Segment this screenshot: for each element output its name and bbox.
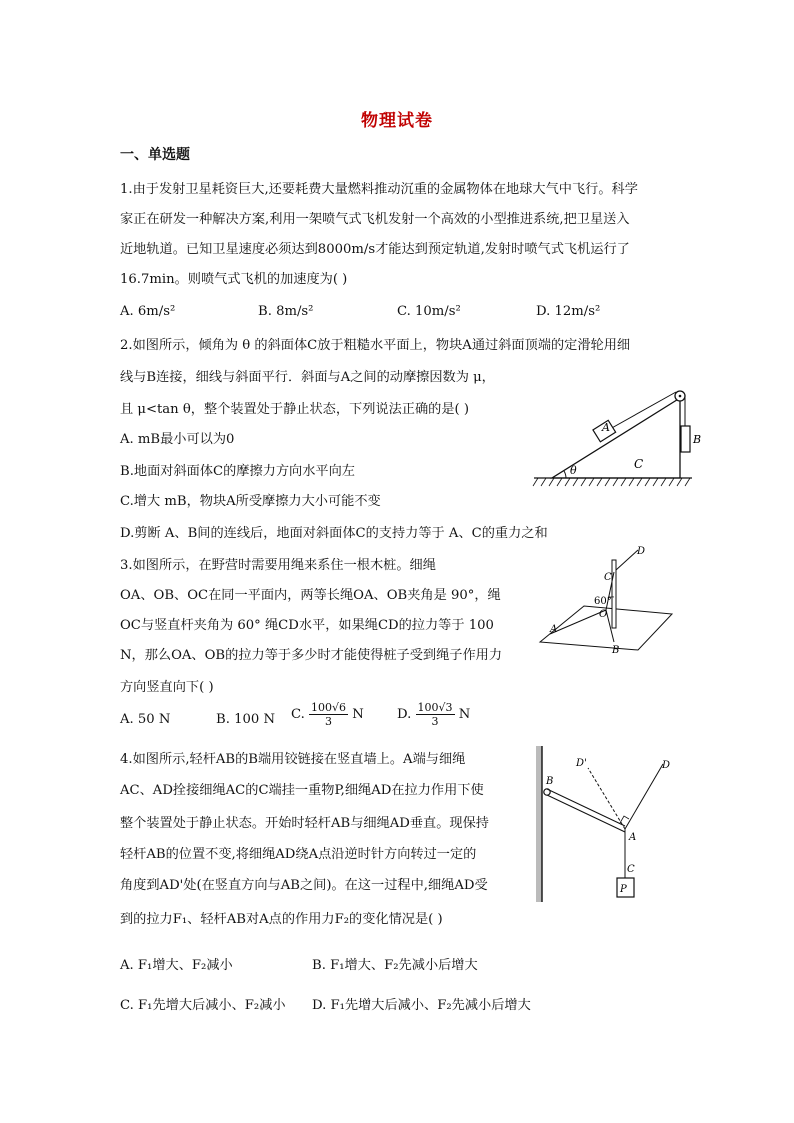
q4-label-c: C [627,864,635,875]
q4-option-c[interactable]: C. F₁先增大后减小、F₂减小 [120,998,286,1013]
q1-line: 近地轨道。已知卫星速度必须达到8000m/s才能达到预定轨道,发射时喷气式飞机运行了 [120,242,630,257]
q3-option-c-fraction [309,701,348,728]
q3-stake-figure [536,542,676,662]
q1-line: 1.由于发射卫星耗资巨大,还要耗费大量燃料推动沉重的金属物体在地球大气中飞行。科学 [120,182,638,197]
q4-line: 4.如图所示,轻杆AB的B端用铰链接在竖直墙上。A端与细绳 [120,752,466,767]
q1-option-d[interactable]: D. 12m/s² [536,304,601,319]
q2-incline-figure [530,386,702,492]
q2-label-c: C [634,457,644,471]
q4-label-b: B [546,776,554,787]
q3-line: OC与竖直杆夹角为 60° 绳CD水平，如果绳CD的拉力等于 100 [120,618,494,633]
q3-option-d-prefix: D. [397,707,412,722]
q4-label-d-prime: D' [576,758,587,769]
q3-option-d-unit: N [458,707,471,722]
q3-option-d-fraction [416,701,455,728]
q2-label-b: B [693,433,702,446]
section-heading: 一、单选题 [120,147,190,163]
q2-option-a[interactable]: A. mB最小可以为0 [120,432,235,447]
q4-line: 整个装置处于静止状态。开始时轻杆AB与细绳AD垂直。现保持 [120,816,489,831]
q4-line: 角度到AD'处(在竖直方向与AB之间)。在这一过程中,细绳AD受 [120,878,488,893]
q3-label-b: B [612,645,620,656]
q2-line: 线与B连接，细线与斜面平行．斜面与A之间的动摩擦因数为 μ， [120,370,495,385]
q2-theta-label: θ [570,464,577,477]
q2-option-d[interactable]: D.剪断 A、B间的连线后，地面对斜面体C的支持力等于 A、C的重力之和 [120,526,548,541]
q1-line: 16.7min。则喷气式飞机的加速度为( ) [120,272,348,287]
q3-line: N，那么OA、OB的拉力等于多少时才能使得桩子受到绳子作用力 [120,648,503,663]
q1-option-c[interactable]: C. 10m/s² [397,304,461,319]
q2-option-b[interactable]: B.地面对斜面体C的摩擦力方向水平向左 [120,464,355,479]
q3-label-d: D [637,546,646,557]
page-title: 物理试卷 [361,111,433,131]
q4-line: AC、AD拴接细绳AC的C端挂一重物P,细绳AD在拉力作用下使 [120,783,484,798]
q3-option-c-prefix: C. [291,707,305,722]
q4-label-a: A [629,832,637,843]
q4-label-p: P [620,884,627,895]
q3-option-d-numerator: 100√3 [417,701,453,714]
q4-rod-figure [528,744,688,904]
q3-option-d[interactable] [397,701,470,728]
q3-option-c[interactable] [291,701,364,728]
q3-line: OA、OB、OC在同一平面内，两等长绳OA、OB夹角是 90°，绳 [120,588,501,603]
q3-option-c-denominator: 3 [325,715,333,728]
q4-option-b[interactable]: B. F₁增大、F₂先减小后增大 [312,958,478,973]
q3-option-d-denominator: 3 [431,715,439,728]
q3-label-c: C [604,572,612,583]
q2-line: 且 μ<tan θ，整个装置处于静止状态，下列说法正确的是( ) [120,402,470,417]
q3-label-o: O [599,609,608,620]
q3-line: 3.如图所示，在野营时需要用绳来系住一根木桩。细绳 [120,558,436,573]
q3-option-a[interactable]: A. 50 N [120,712,171,727]
q4-option-a[interactable]: A. F₁增大、F₂减小 [120,958,233,973]
q3-option-b[interactable]: B. 100 N [216,712,275,727]
q4-label-d: D [662,760,671,771]
q4-line: 轻杆AB的位置不变,将细绳AD绕A点沿逆时针方向转过一定的 [120,847,477,862]
q4-option-d[interactable]: D. F₁先增大后减小、F₂先减小后增大 [312,998,531,1013]
q2-line: 2.如图所示，倾角为 θ 的斜面体C放于粗糙水平面上，物块A通过斜面顶端的定滑轮用细 [120,338,631,353]
q3-angle-label: 60° [594,596,612,607]
q4-line: 到的拉力F₁、轻杆AB对A点的作用力F₂的变化情况是( ) [120,912,443,927]
q3-label-a: A [550,624,558,635]
q3-line: 方向竖直向下( ) [120,680,214,695]
q1-option-b[interactable]: B. 8m/s² [258,304,314,319]
q1-option-a[interactable]: A. 6m/s² [120,304,176,319]
q2-option-c[interactable]: C.增大 mB，物块A所受摩擦力大小可能不变 [120,494,381,509]
q1-line: 家正在研发一种解决方案,利用一架喷气式飞机发射一个高效的小型推进系统,把卫星送入 [120,212,630,227]
q3-option-c-numerator: 100√6 [311,701,347,714]
q3-option-c-unit: N [352,707,364,722]
q2-label-a: A [602,421,610,434]
